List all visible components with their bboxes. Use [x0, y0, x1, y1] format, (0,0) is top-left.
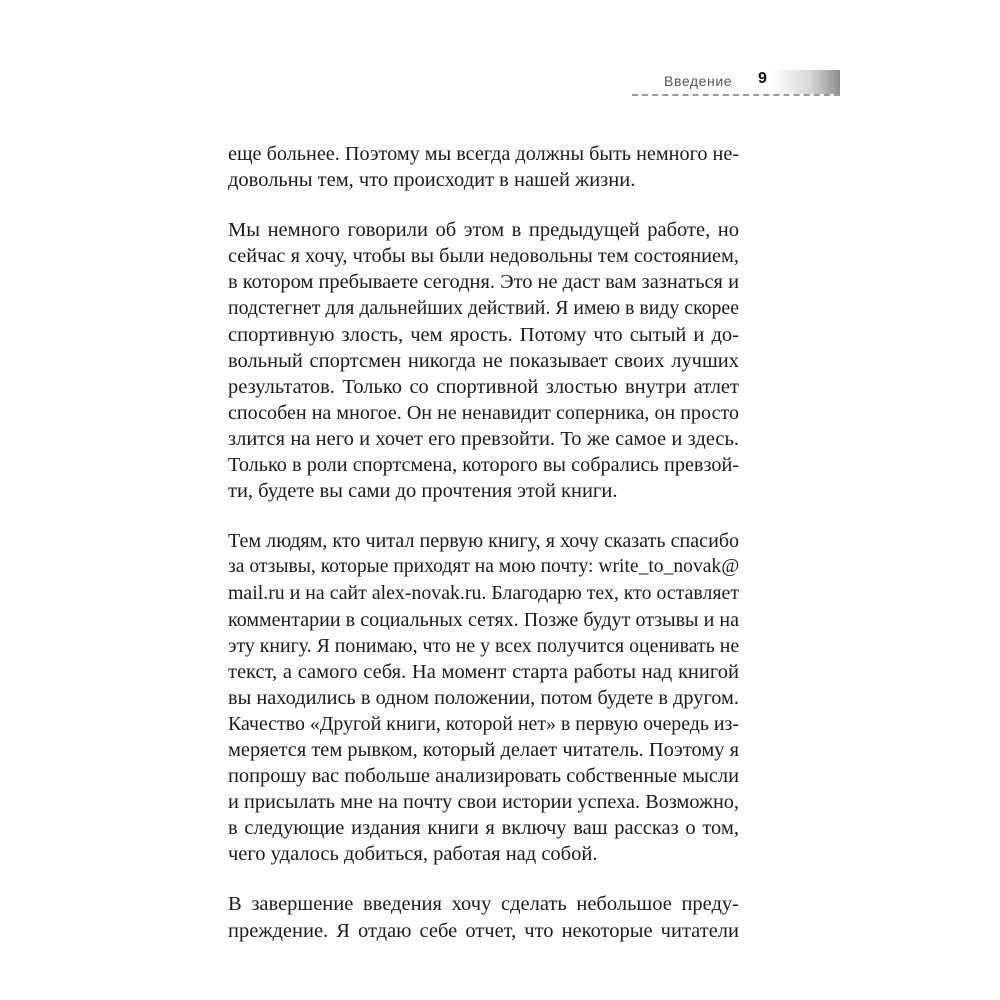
- text-line: способен на многое. Он не ненавидит соперника, он просто: [228, 401, 739, 424]
- text-line: Качество «Другой книги, которой нет» в первую очередь из-: [228, 712, 739, 735]
- text-line: попрошу вас побольше анализировать собственные мысли: [228, 765, 739, 788]
- paragraph-3: [228, 528, 739, 867]
- text-line: в следующие издания книги я включу ваш рассказ о том,: [228, 817, 739, 840]
- text-line: сейчас я хочу, чтобы вы были недовольны тем состоянием,: [228, 245, 739, 268]
- header-gradient-bar: [772, 70, 840, 94]
- text-line: Тем людям, кто читал первую книгу, я хочу сказать спасибо: [228, 530, 740, 553]
- text-line: в котором пребываете сегодня. Это не даст вам зазнаться и: [228, 271, 739, 294]
- text-line: чего удалось добиться, работая над собой.: [228, 843, 598, 866]
- text-line: ти, будете вы сами до прочтения этой книги.: [228, 480, 618, 503]
- text-line: Только в роли спортсмена, которого вы собрались превзой-: [228, 454, 739, 477]
- text-line: вольный спортсмен никогда не показывает своих лучших: [228, 349, 739, 372]
- text-line: результатов. Только со спортивной злостью внутри атлет: [228, 375, 739, 398]
- page-number: 9: [758, 70, 767, 87]
- paragraph-1: [228, 141, 739, 193]
- text-line: Мы немного говорили об этом в предыдущей работе, но: [228, 219, 739, 242]
- text-line: и присылать мне на почту свои истории успеха. Возможно,: [228, 791, 739, 814]
- text-line: подстегнет для дальнейших действий. Я имею в виду скорее: [228, 297, 739, 320]
- header-dashed-rule: [632, 94, 840, 96]
- text-line: довольны тем, что происходит в нашей жизни.: [228, 169, 636, 192]
- text-line: mail.ru и на сайт alex-novak.ru. Благодарю тех, кто оставляет: [228, 582, 739, 605]
- text-line: злится на него и хочет его превзойти. То же самое и здесь.: [228, 427, 739, 450]
- text-line: меряется тем рывком, который делает читатель. Поэтому я: [228, 738, 739, 761]
- text-line: В завершение введения хочу сделать небольшое преду-: [228, 893, 739, 916]
- text-line: эту книгу. Я понимаю, что не у всех получится оценивать не: [228, 634, 740, 657]
- text-line: еще больнее. Поэтому мы всегда должны быть немного не-: [228, 143, 740, 165]
- paragraph-4: [228, 891, 739, 943]
- text-line: текст, а самого себя. На момент старта работы над книгой: [228, 660, 739, 683]
- text-line: спортивную злость, чем ярость. Потому что сытый и до-: [228, 323, 739, 346]
- running-header: [632, 68, 840, 98]
- paragraph-2: [228, 217, 739, 504]
- section-title: Введение: [664, 73, 733, 89]
- text-line: вы находились в одном положении, потом будете в другом.: [228, 686, 739, 709]
- text-line: комментарии в социальных сетях. Позже будут отзывы и на: [228, 608, 739, 631]
- text-line: за отзывы, которые приходят на мою почту: write_to_novak@: [228, 556, 740, 578]
- page-body: [228, 141, 739, 968]
- text-line: преждение. Я отдаю себе отчет, что некоторые читатели: [228, 919, 739, 942]
